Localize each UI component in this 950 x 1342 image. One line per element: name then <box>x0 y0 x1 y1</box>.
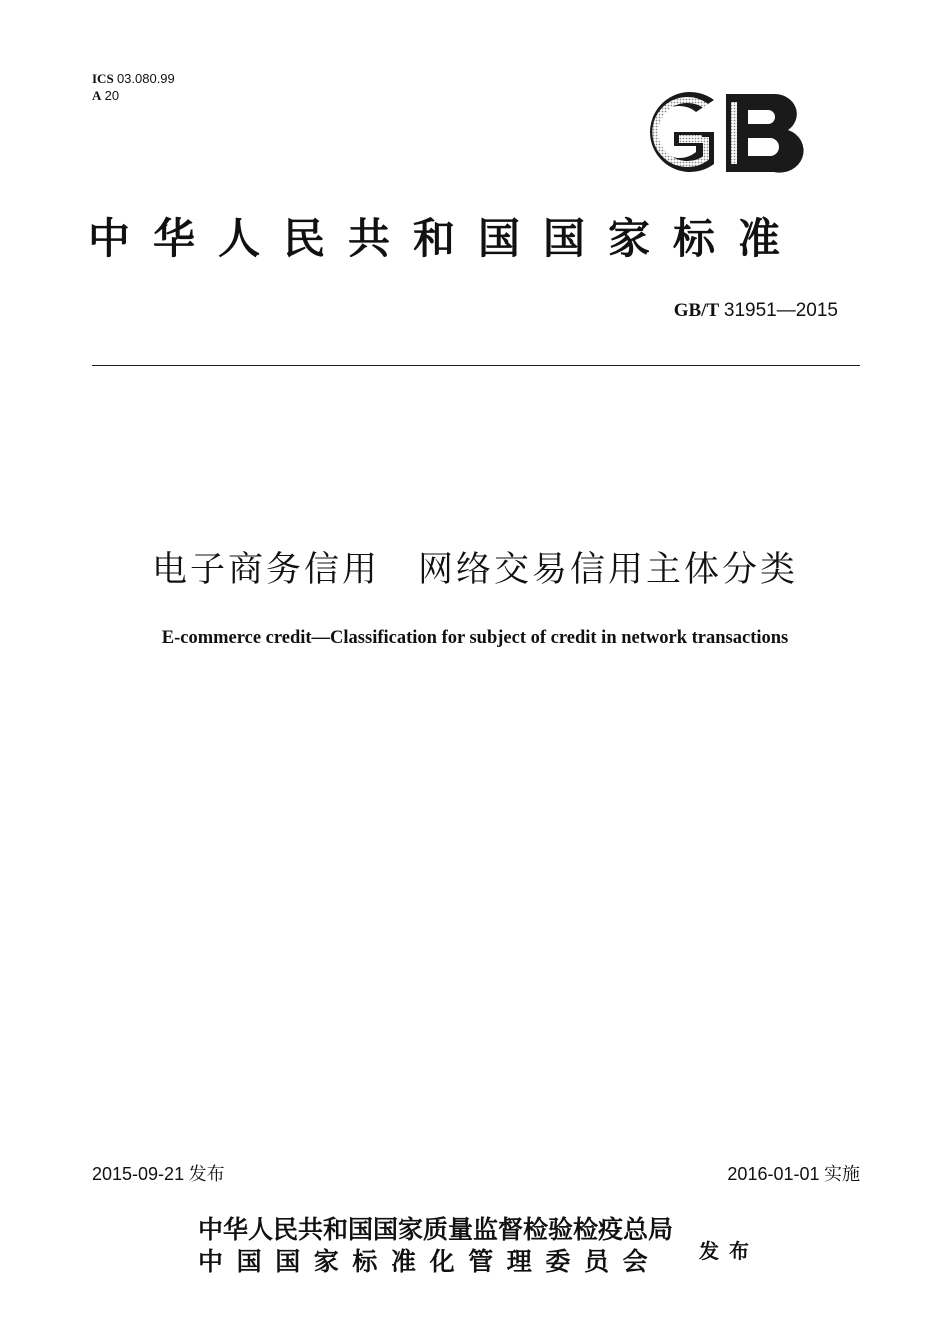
ics-line <box>92 70 175 87</box>
issuer-sac: 中国国家标准化管理委员会 <box>198 1247 662 1276</box>
chinese-title: 电子商务信用 网络交易信用主体分类 <box>151 550 798 590</box>
ics-label: ICS <box>92 71 114 86</box>
publish-label: 发布 <box>699 1239 759 1263</box>
issue-date-label: 发布 <box>188 1164 225 1185</box>
ccs-line <box>92 87 175 104</box>
implementation-date-value: 2016-01-01 <box>727 1164 820 1184</box>
gb-logo-icon <box>622 86 810 178</box>
implementation-date-label: 实施 <box>824 1164 860 1185</box>
standard-number-value: 31951—2015 <box>723 300 838 321</box>
ics-code: 03.080.99 <box>116 71 175 86</box>
standard-type-heading: 中华人民共和国国家标准 <box>88 214 804 263</box>
issue-date <box>92 1160 225 1186</box>
standard-number <box>674 300 838 322</box>
issue-date-value: 2015-09-21 <box>92 1164 185 1184</box>
english-title: E-commerce credit—Classification for subject of credit in network transactions <box>161 628 789 648</box>
standard-number-prefix: GB/T <box>673 300 720 321</box>
issuing-authorities <box>198 1214 673 1278</box>
issuer-aqsiq: 中华人民共和国国家质量监督检验检疫总局 <box>198 1215 674 1244</box>
classification-codes <box>92 70 175 104</box>
ccs-label: A <box>92 88 102 103</box>
ccs-code: 20 <box>104 88 120 103</box>
implementation-date <box>727 1160 860 1186</box>
header-divider <box>92 365 860 366</box>
